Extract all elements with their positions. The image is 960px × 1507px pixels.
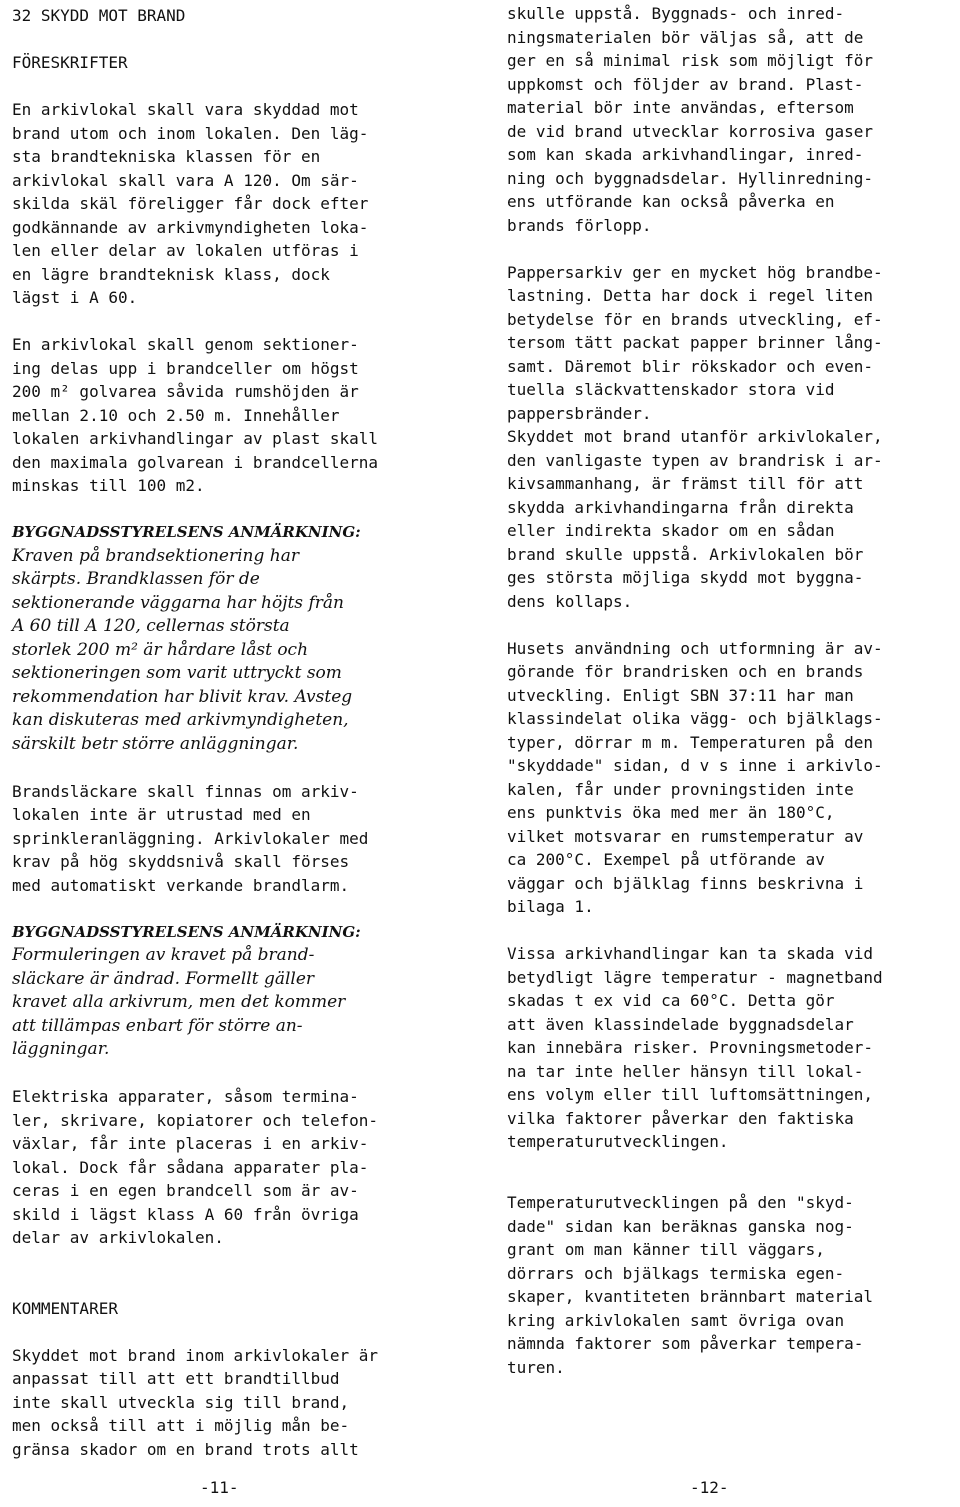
text-line: betydelse för en brands utveckling, ef- bbox=[507, 309, 883, 329]
text-line: typer, dörrar m m. Temperaturen på den bbox=[507, 732, 874, 752]
text-line: bilaga 1. bbox=[507, 897, 594, 916]
left-column bbox=[12, 4, 472, 1461]
note-line: läggningar. bbox=[12, 1039, 110, 1059]
note-line: att tillämpas enbart för större an- bbox=[12, 1015, 303, 1036]
text-line: Husets användning och utformning är av- bbox=[507, 638, 883, 658]
text-line: temperaturutvecklingen. bbox=[507, 1132, 729, 1151]
text-line: klassindelat olika vägg- och bjälklags- bbox=[507, 709, 883, 728]
text-line: Pappersarkiv ger en mycket hög brandbe- bbox=[507, 262, 883, 282]
text-line: anpassat till att ett brandtillbud bbox=[12, 1369, 340, 1388]
text-line: lokal. Dock får sådana apparater pla- bbox=[12, 1157, 369, 1177]
text-line: samt. Däremot blir rökskador och even- bbox=[507, 356, 874, 376]
text-line: vilket motsvarar en rumstemperatur av bbox=[507, 826, 864, 846]
text-line: inte skall utveckla sig till brand, bbox=[12, 1392, 350, 1412]
text-line: Temperaturutvecklingen på den "skyd- bbox=[507, 1193, 854, 1212]
text-line: "skyddade" sidan, d v s inne i arkivlo- bbox=[507, 756, 883, 775]
text-line: lokalen arkivhandlingar av plast skall bbox=[12, 429, 379, 448]
text-line: ens utförande kan också påverka en bbox=[507, 192, 835, 211]
text-line: En arkivlokal skall genom sektioner- bbox=[12, 335, 359, 354]
text-line: arkivlokal skall vara A 120. Om sär- bbox=[12, 170, 359, 190]
text-line: som kan skada arkivhandlingar, inred- bbox=[507, 145, 864, 164]
text-line: Elektriska apparater, såsom termina- bbox=[12, 1087, 359, 1106]
note-line: A 60 till A 120, cellernas största bbox=[12, 616, 290, 636]
note-line: storlek 200 m² är hårdare låst och bbox=[12, 639, 309, 660]
text-line: grant om man känner till väggars, bbox=[507, 1240, 825, 1259]
note-line: sektioneringen som varit uttryckt som bbox=[12, 663, 342, 683]
note-line: släckare är ändrad. Formellt gäller bbox=[12, 968, 315, 989]
text-line: turen. bbox=[507, 1357, 565, 1377]
note-line: kravet alla arkivrum, men det kommer bbox=[12, 992, 346, 1012]
paragraph-fire-class bbox=[12, 98, 472, 310]
text-line: Brandsläckare skall finnas om arkiv- bbox=[12, 781, 359, 801]
text-line: lokalen inte är utrustad med en bbox=[12, 805, 311, 824]
text-line: ca 200°C. Exempel på utförande av bbox=[507, 850, 825, 869]
note-line: kan diskuteras med arkivmyndigheten, bbox=[12, 710, 349, 730]
note-heading: BYGGNADSSTYRELSENS ANMÄRKNING: bbox=[12, 523, 361, 541]
text-line: ens volym eller till luftomsättningen, bbox=[507, 1085, 874, 1104]
text-line: växlar, får inte placeras i en arkiv- bbox=[12, 1134, 369, 1153]
text-line: sta brandtekniska klassen för en bbox=[12, 147, 321, 166]
text-line: len eller delar av lokalen utföras i bbox=[12, 241, 359, 260]
text-line: Skyddet mot brand inom arkivlokaler är bbox=[12, 1345, 379, 1365]
text-line: kring arkivlokalen samt övriga ovan bbox=[507, 1310, 845, 1330]
text-line: en lägre brandteknisk klass, dock bbox=[12, 264, 330, 284]
text-line: ning och byggnadsdelar. Hyllinredning- bbox=[507, 168, 874, 188]
note-block-2 bbox=[12, 921, 472, 1062]
note-block-1 bbox=[12, 521, 472, 756]
text-line: ceras i en egen brandcell som är av- bbox=[12, 1181, 359, 1200]
paragraph-building-use bbox=[507, 637, 957, 919]
note-line: sektionerande väggarna har höjts från bbox=[12, 592, 344, 613]
paragraph-comments bbox=[12, 1344, 472, 1462]
text-line: ens punktvis öka med mer än 180°C, bbox=[507, 803, 835, 822]
note-line: Kraven på brandsektionering har bbox=[12, 545, 299, 566]
text-line: lastning. Detta har dock i regel liten bbox=[507, 286, 874, 305]
note-heading: BYGGNADSSTYRELSENS ANMÄRKNING: bbox=[12, 922, 361, 941]
text-line: pappersbränder. bbox=[507, 403, 652, 423]
text-line: den vanligaste typen av brandrisk i ar- bbox=[507, 450, 883, 470]
text-line: ler, skrivare, kopiatorer och telefon- bbox=[12, 1110, 379, 1130]
paragraph-temperature-calc bbox=[507, 1191, 957, 1379]
text-line: tuella släckvattenskador stora vid bbox=[507, 380, 835, 399]
paragraph-sectioning bbox=[12, 333, 472, 498]
text-line: godkännande av arkivmyndigheten loka- bbox=[12, 217, 369, 237]
paragraph-temperature-damage bbox=[507, 942, 957, 1154]
heading-kommentarer: KOMMENTARER bbox=[12, 1298, 118, 1318]
text-line: brands förlopp. bbox=[507, 215, 652, 235]
paragraph-materials bbox=[507, 2, 957, 237]
text-line: men också till att i möjlig mån be- bbox=[12, 1416, 350, 1435]
text-line: skydda arkivhandingarna från direkta bbox=[507, 497, 854, 517]
text-line: lägst i A 60. bbox=[12, 288, 138, 307]
note-line: skärpts. Brandklassen för de bbox=[12, 569, 260, 589]
text-line: vilka faktorer påverkar den faktiska bbox=[507, 1108, 854, 1128]
text-line: skadas t ex vid ca 60°C. Detta gör bbox=[507, 991, 835, 1010]
text-line: material bör inte användas, eftersom bbox=[507, 98, 854, 117]
note-line: särskilt betr större anläggningar. bbox=[12, 733, 299, 754]
text-line: delar av arkivlokalen. bbox=[12, 1228, 224, 1247]
text-line: skaper, kvantiteten brännbart material bbox=[507, 1287, 874, 1306]
text-line: minskas till 100 m2. bbox=[12, 476, 205, 495]
text-line: med automatiskt verkande brandlarm. bbox=[12, 875, 350, 895]
text-line: Skyddet mot brand utanför arkivlokaler, bbox=[507, 427, 883, 446]
text-line: dens kollaps. bbox=[507, 591, 633, 611]
text-line: kan innebära risker. Provningsmetoder- bbox=[507, 1038, 874, 1057]
text-line: görande för brandrisken och en brands bbox=[507, 662, 864, 681]
right-column bbox=[507, 2, 957, 1379]
heading-foreskrifter: FÖRESKRIFTER bbox=[12, 53, 128, 72]
text-line: nämnda faktorer som påverkar tempera- bbox=[507, 1334, 864, 1353]
text-line: 200 m² golvarea såvida rumshöjden är bbox=[12, 382, 359, 401]
text-line: betydligt lägre temperatur - magnetband bbox=[507, 967, 883, 987]
text-line: dade" sidan kan beräknas ganska nog- bbox=[507, 1216, 854, 1236]
text-line: na tar inte heller hänsyn till lokal- bbox=[507, 1061, 864, 1081]
note-line: Formuleringen av kravet på brand- bbox=[12, 945, 315, 965]
text-line: kalen, får under provningstiden inte bbox=[507, 779, 854, 799]
text-line: skulle uppstå. Byggnads- och inred- bbox=[507, 4, 845, 23]
text-line: att även klassindelade byggnadsdelar bbox=[507, 1014, 854, 1034]
text-line: de vid brand utvecklar korrosiva gaser bbox=[507, 121, 874, 141]
text-line: Vissa arkivhandlingar kan ta skada vid bbox=[507, 944, 874, 963]
text-line: ningsmaterialen bör väljas så, att de bbox=[507, 27, 864, 47]
text-line: kivsammanhang, är främst till för att bbox=[507, 474, 864, 493]
paragraph-extinguisher bbox=[12, 780, 472, 898]
section-title: 32 SKYDD MOT BRAND bbox=[12, 6, 186, 25]
text-line: krav på hög skyddsnivå skall förses bbox=[12, 852, 350, 871]
note-line: rekommendation har blivit krav. Avsteg bbox=[12, 686, 353, 707]
page-number-right: -12- bbox=[690, 1478, 729, 1497]
text-line: brand utom och inom lokalen. Den läg- bbox=[12, 123, 369, 143]
text-line: uppkomst och följder av brand. Plast- bbox=[507, 74, 864, 94]
text-line: sprinkleranläggning. Arkivlokaler med bbox=[12, 828, 369, 848]
text-line: den maximala golvarean i brandcellerna bbox=[12, 452, 379, 472]
text-line: ges största möjliga skydd mot byggna- bbox=[507, 568, 864, 587]
text-line: skilda skäl föreligger får dock efter bbox=[12, 194, 369, 213]
text-line: dörrars och bjälkags termiska egen- bbox=[507, 1263, 845, 1283]
page-number-left: -11- bbox=[200, 1478, 239, 1497]
paragraph-paper-archives bbox=[507, 261, 957, 614]
text-line: ger en så minimal risk som möjligt för bbox=[507, 51, 874, 70]
text-line: mellan 2.10 och 2.50 m. Innehåller bbox=[12, 405, 340, 425]
text-line: gränsa skador om en brand trots allt bbox=[12, 1439, 359, 1459]
text-line: tersom tätt packat papper brinner lång- bbox=[507, 333, 883, 352]
text-line: utveckling. Enligt SBN 37:11 har man bbox=[507, 685, 854, 705]
text-line: brand skulle uppstå. Arkivlokalen bör bbox=[507, 544, 864, 564]
text-line: En arkivlokal skall vara skyddad mot bbox=[12, 100, 359, 119]
text-line: skild i lägst klass A 60 från övriga bbox=[12, 1204, 359, 1224]
text-line: ing delas upp i brandceller om högst bbox=[12, 358, 359, 378]
paragraph-electrical bbox=[12, 1085, 472, 1250]
text-line: eller indirekta skador om en sådan bbox=[507, 521, 835, 540]
text-line: väggar och bjälklag finns beskrivna i bbox=[507, 873, 864, 893]
